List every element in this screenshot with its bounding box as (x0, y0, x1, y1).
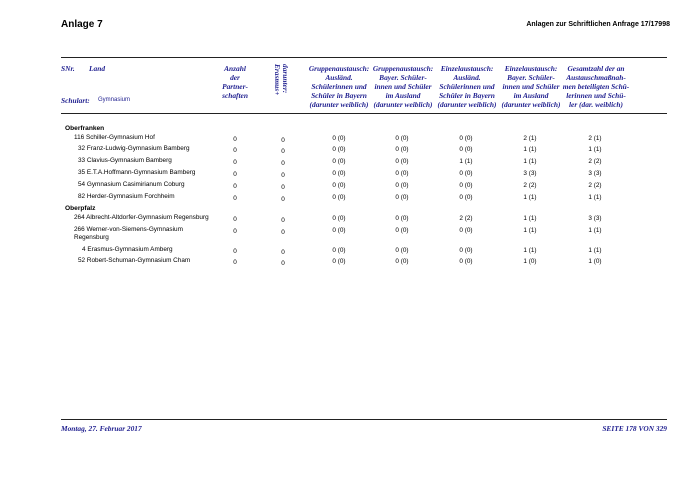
school-name: 52 Robert-Schuman-Gymnasium Cham (78, 257, 191, 264)
cell-erasmus: 0 (281, 148, 285, 155)
cell-partner: 0 (233, 228, 237, 235)
cell-group-in: 0 (0) (332, 170, 346, 177)
schulart-label: Schulart: (61, 96, 90, 105)
cell-group-out: 0 (0) (395, 135, 409, 142)
cell-single-out: 1 (1) (523, 247, 537, 254)
cell-group-out: 0 (0) (395, 158, 409, 165)
cell-single-in: 0 (0) (459, 170, 473, 177)
school-name: 32 Franz-Ludwig-Gymnasium Bamberg (78, 145, 190, 152)
cell-partner: 0 (233, 216, 237, 223)
cell-single-in: 0 (0) (459, 258, 473, 265)
cell-group-out: 0 (0) (395, 146, 409, 153)
cell-total: 1 (0) (588, 258, 602, 265)
cell-erasmus: 0 (281, 260, 285, 267)
school-name: 116 Schiller-Gymnasium Hof (74, 134, 155, 141)
col-header-partner: Anzahl der Partner- schaften (222, 64, 248, 100)
cell-total: 1 (1) (588, 247, 602, 254)
col-header-snr: SNr. (61, 64, 75, 73)
cell-group-in: 0 (0) (332, 158, 346, 165)
document-reference: Anlagen zur Schriftlichen Anfrage 17/17998 (526, 21, 670, 28)
cell-erasmus: 0 (281, 229, 285, 236)
cell-single-out: 1 (1) (523, 194, 537, 201)
cell-total: 1 (1) (588, 227, 602, 234)
cell-erasmus: 0 (281, 160, 285, 167)
school-name: 266 Werner-von-Siemens-Gymnasium Regensburg (74, 226, 183, 241)
cell-single-in: 0 (0) (459, 194, 473, 201)
column-header-rule (61, 113, 667, 114)
cell-total: 1 (1) (588, 146, 602, 153)
footer-rule (61, 419, 667, 420)
col-header-total: Gesamtzahl der an Austauschmaßnah- men beteiligten Schü- lerinnen und Schü- ler (dar. weiblich) (562, 64, 630, 109)
region-heading: Oberpfalz (65, 205, 96, 212)
cell-single-in: 0 (0) (459, 182, 473, 189)
school-name: 54 Gymnasium Casimirianum Coburg (78, 181, 185, 188)
annex-title: Anlage 7 (61, 19, 103, 30)
cell-single-out: 1 (1) (523, 146, 537, 153)
footer-date: Montag, 27. Februar 2017 (61, 424, 142, 433)
cell-single-out: 1 (1) (523, 227, 537, 234)
cell-group-out: 0 (0) (395, 227, 409, 234)
cell-partner: 0 (233, 248, 237, 255)
cell-total: 2 (1) (588, 135, 602, 142)
cell-single-in: 0 (0) (459, 227, 473, 234)
cell-partner: 0 (233, 259, 237, 266)
cell-single-out: 1 (1) (523, 158, 537, 165)
school-name: 35 E.T.A.Hoffmann-Gymnasium Bamberg (78, 169, 196, 176)
cell-erasmus: 0 (281, 249, 285, 256)
col-header-erasmus: darunter: Erasmus+ (273, 64, 290, 96)
col-header-single-in: Einzelaustausch: Ausländ. Schülerinnen und Schüler in Bayern (darunter weiblich) (437, 64, 497, 109)
cell-partner: 0 (233, 195, 237, 202)
cell-single-out: 2 (2) (523, 182, 537, 189)
cell-total: 1 (1) (588, 194, 602, 201)
schulart-value: Gymnasium (98, 97, 131, 103)
cell-group-out: 0 (0) (395, 182, 409, 189)
cell-erasmus: 0 (281, 217, 285, 224)
cell-partner: 0 (233, 147, 237, 154)
school-name: 264 Albrecht-Altdorfer-Gymnasium Regensburg (74, 214, 209, 221)
cell-single-in: 2 (2) (459, 215, 473, 222)
cell-partner: 0 (233, 183, 237, 190)
header-rule (61, 57, 667, 58)
cell-single-in: 0 (0) (459, 146, 473, 153)
cell-single-out: 2 (1) (523, 135, 537, 142)
cell-total: 3 (3) (588, 215, 602, 222)
cell-group-in: 0 (0) (332, 215, 346, 222)
cell-group-in: 0 (0) (332, 182, 346, 189)
col-header-group-out: Gruppenaustausch: Bayer. Schüler- innen und Schüler im Ausland (darunter weiblich) (372, 64, 434, 109)
cell-single-out: 1 (1) (523, 215, 537, 222)
cell-total: 2 (2) (588, 182, 602, 189)
cell-group-out: 0 (0) (395, 247, 409, 254)
cell-erasmus: 0 (281, 184, 285, 191)
cell-single-in: 0 (0) (459, 247, 473, 254)
footer-page-number: SEITE 178 VON 329 (602, 424, 667, 433)
cell-group-in: 0 (0) (332, 146, 346, 153)
cell-erasmus: 0 (281, 172, 285, 179)
cell-total: 2 (2) (588, 158, 602, 165)
cell-total: 3 (3) (588, 170, 602, 177)
cell-partner: 0 (233, 136, 237, 143)
school-name: 33 Clavius-Gymnasium Bamberg (78, 157, 172, 164)
cell-group-in: 0 (0) (332, 194, 346, 201)
cell-single-in: 0 (0) (459, 135, 473, 142)
col-header-group-in: Gruppenaustausch: Ausländ. Schülerinnen und Schüler in Bayern (darunter weiblich) (308, 64, 370, 109)
cell-group-in: 0 (0) (332, 247, 346, 254)
cell-group-in: 0 (0) (332, 135, 346, 142)
cell-group-out: 0 (0) (395, 215, 409, 222)
cell-partner: 0 (233, 171, 237, 178)
cell-erasmus: 0 (281, 196, 285, 203)
school-name: 82 Herder-Gymnasium Forchheim (78, 193, 175, 200)
cell-group-in: 0 (0) (332, 227, 346, 234)
cell-group-in: 0 (0) (332, 258, 346, 265)
cell-group-out: 0 (0) (395, 170, 409, 177)
col-header-land: Land (89, 64, 106, 73)
cell-partner: 0 (233, 159, 237, 166)
cell-single-in: 1 (1) (459, 158, 473, 165)
cell-single-out: 3 (3) (523, 170, 537, 177)
cell-group-out: 0 (0) (395, 258, 409, 265)
col-header-single-out: Einzelaustausch: Bayer. Schüler- innen und Schüler im Ausland (darunter weiblich) (501, 64, 561, 109)
region-heading: Oberfranken (65, 125, 105, 132)
cell-erasmus: 0 (281, 137, 285, 144)
cell-group-out: 0 (0) (395, 194, 409, 201)
cell-single-out: 1 (0) (523, 258, 537, 265)
school-name: 4 Erasmus-Gymnasium Amberg (82, 246, 173, 253)
